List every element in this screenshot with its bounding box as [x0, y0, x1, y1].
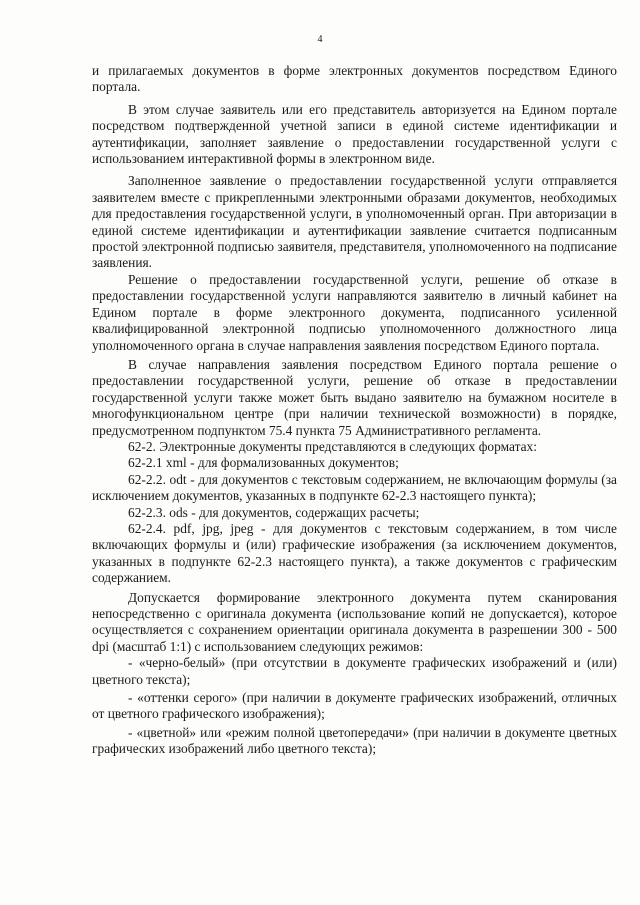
paragraph-format-odt: 62-2.2. odt - для документов с текстовым содержанием, не включающим формулы (за исключением документов, указанных в подпункте 62-2.3 настоящего пункта);: [92, 471, 617, 504]
paragraph-paper-copy: В случае направления заявления посредством Единого портала решение о предоставлении государственной услуги, решение об отказе в предоставлении государственной услуги также может быть выдано заявителю на бумажном носителе в многофункциональном центре (при наличии технической возможности) в порядке, предусмотренном подпунктом 75.4 пункта 75 Административного регламента.: [92, 356, 617, 438]
paragraph-format-pdf: 62-2.4. pdf, jpg, jpeg - для документов с текстовым содержанием, в том числе включающих формулы и (или) графические изображения (за исключением документов, указанных в подпункте 62-2.3 настоящего пункта), а также документов с графическим содержанием.: [92, 520, 617, 586]
paragraph-decision: Решение о предоставлении государственной услуги, решение об отказе в предоставлении государственной услуги направляются заявителю в личный кабинет на Едином портале в форме электронного документа, подписанного усиленной квалифицированной электронной подписью уполномоченного должностного лица уполномоченного органа в случае направления заявления посредством Единого портала.: [92, 271, 617, 353]
paragraph-continuation: и прилагаемых документов в форме электронных документов посредством Единого портала.: [92, 63, 617, 95]
paragraph-scanning: Допускается формирование электронного документа путем сканирования непосредственно с оригинала документа (использование копий не допускается), которое осуществляется с сохранением ориентации оригинала документа в разрешении 300 - 500 dpi (масштаб 1:1) с использованием следующих режимов:: [92, 589, 617, 654]
paragraph-format-ods: 62-2.3. ods - для документов, содержащих расчеты;: [128, 504, 420, 520]
paragraph-authorization: В этом случае заявитель или его представитель авторизуется на Едином портале посредством подтвержденной учетной записи в единой системе идентификации и аутентификации, заполняет заявление о предоставлении государственной услуги с использованием интерактивной формы в электронном виде.: [92, 101, 617, 167]
paragraph-formats-heading: 62-2. Электронные документы представляются в следующих форматах:: [128, 438, 537, 454]
list-item-grayscale: - «оттенки серого» (при наличии в документе графических изображений, отличных от цветного графического изображения);: [92, 690, 617, 722]
paragraph-format-xml: 62-2.1 xml - для формализованных документов;: [128, 455, 399, 471]
document-body: [92, 63, 617, 758]
page-number: 4: [317, 34, 323, 45]
list-item-black-white: - «черно-белый» (при отсутствии в документе графических изображений и (или) цветного текста);: [92, 655, 617, 687]
list-item-color: - «цветной» или «режим полной цветопередачи» (при наличии в документе цветных графических изображений либо цветного текста);: [92, 724, 617, 757]
paragraph-submission: Заполненное заявление о предоставлении государственной услуги отправляется заявителем вместе с прикрепленными электронными образами документов, необходимых для предоставления государственной услуги, в уполномоченный орган. При авторизации в единой системе идентификации и аутентификации заявление считается подписанным простой электронной подписью заявителя, представителя, уполномоченного на подписание заявления.: [92, 173, 617, 271]
